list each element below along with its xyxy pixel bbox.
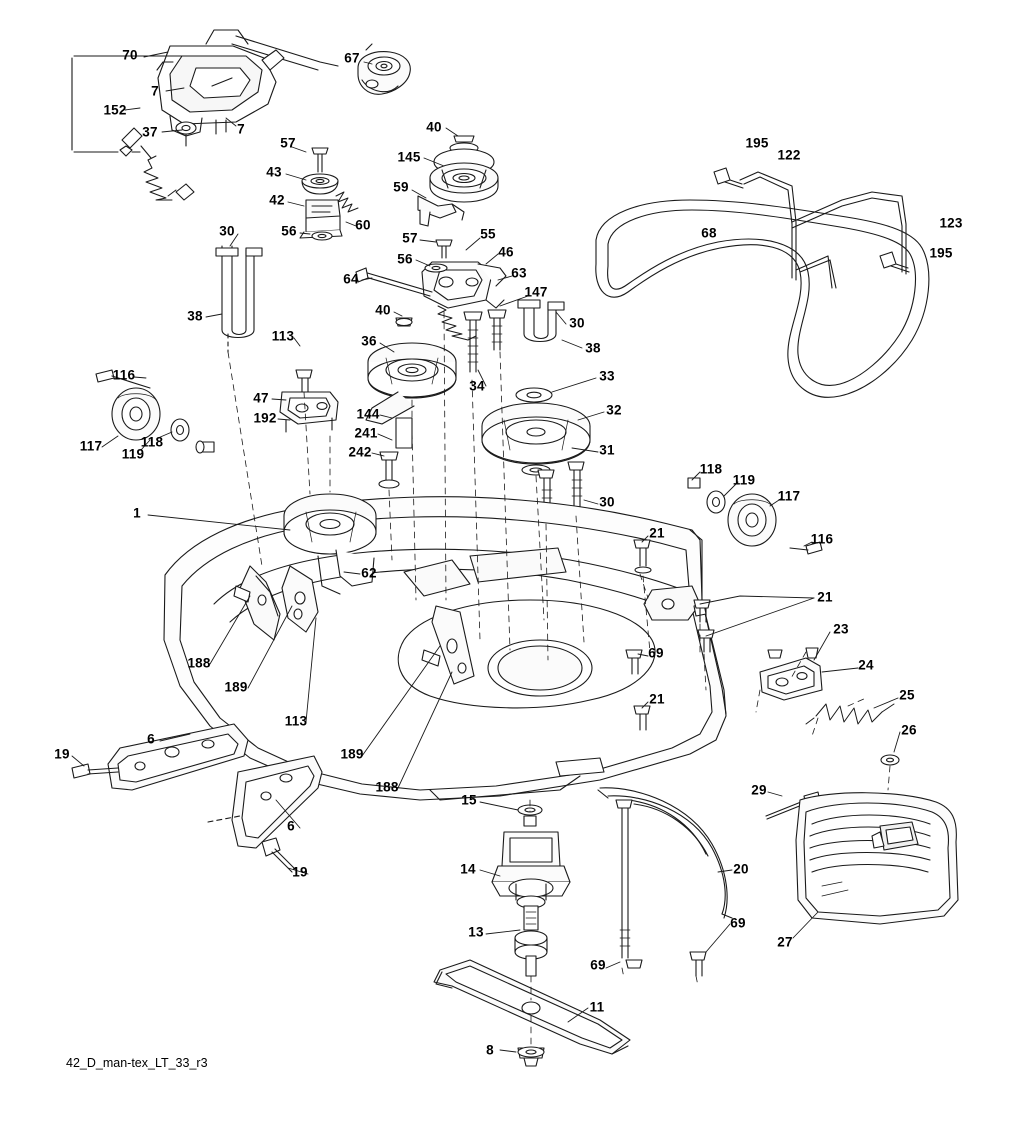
- callout-number: 19: [292, 864, 308, 880]
- callout-number: 38: [187, 308, 203, 324]
- callout-number: 70: [122, 47, 138, 63]
- callout-number: 20: [733, 861, 749, 877]
- callout-number: 1: [133, 505, 141, 521]
- callout-number: 25: [899, 687, 915, 703]
- callout-number: 69: [648, 645, 664, 661]
- bracket-47-192: [280, 370, 338, 432]
- hardware-stack-43-42: [300, 148, 358, 240]
- callout-number: 19: [54, 746, 70, 762]
- belt-68: [596, 200, 929, 397]
- callout-number: 144: [356, 406, 380, 422]
- callout-number: 60: [355, 217, 371, 233]
- bracket-59: [418, 196, 464, 226]
- callout-number: 23: [833, 621, 849, 637]
- callout-number: 24: [858, 657, 874, 673]
- callout-number: 21: [649, 525, 665, 541]
- callout-number: 8: [486, 1042, 494, 1058]
- callout-number: 7: [151, 83, 159, 99]
- bracket-23-24: [760, 648, 822, 700]
- callout-number: 30: [569, 315, 585, 331]
- callout-number: 116: [112, 367, 136, 383]
- callout-number: 40: [375, 302, 391, 318]
- pulley-145: [430, 136, 498, 202]
- callout-number: 118: [140, 434, 164, 450]
- gauge-wheel-right: [688, 478, 822, 554]
- callout-number: 117: [777, 488, 801, 504]
- callout-number: 152: [103, 102, 127, 118]
- callout-number: 37: [142, 124, 158, 140]
- callout-number: 192: [253, 410, 277, 426]
- callout-number: 147: [524, 284, 548, 300]
- callout-number: 122: [777, 147, 801, 163]
- bracket-144-241-242: [379, 418, 412, 488]
- callout-number: 15: [461, 792, 477, 808]
- callout-number: 55: [480, 226, 496, 242]
- callout-number: 56: [281, 223, 297, 239]
- callout-number: 6: [287, 818, 295, 834]
- u-bolt-left-30-38: [216, 246, 262, 352]
- callout-number: 123: [939, 215, 963, 231]
- callout-number: 40: [426, 119, 442, 135]
- callout-number: 113: [284, 713, 308, 729]
- callout-number: 30: [599, 494, 615, 510]
- callout-number: 69: [590, 957, 606, 973]
- callout-number: 118: [699, 461, 723, 477]
- callout-number: 195: [745, 135, 769, 151]
- washer-26: [881, 755, 899, 765]
- callout-number: 117: [79, 438, 103, 454]
- callout-number: 31: [599, 442, 615, 458]
- u-bolt-right-30-38: [518, 300, 564, 342]
- callout-number: 21: [649, 691, 665, 707]
- callout-number: 64: [343, 271, 359, 287]
- callout-number: 188: [375, 779, 399, 795]
- spindle-assembly: [492, 805, 570, 976]
- callout-number: 6: [147, 731, 155, 747]
- callout-number: 69: [730, 915, 746, 931]
- callout-number: 47: [253, 390, 269, 406]
- nut-8: [518, 1047, 544, 1066]
- bracket-6-lower: [208, 756, 322, 872]
- callout-number: 33: [599, 368, 615, 384]
- callout-number: 36: [361, 333, 377, 349]
- callout-number: 14: [460, 861, 476, 877]
- callout-number: 195: [929, 245, 953, 261]
- callout-number: 57: [402, 230, 418, 246]
- callout-number: 59: [393, 179, 409, 195]
- callout-number: 30: [219, 223, 235, 239]
- callout-number: 68: [701, 225, 717, 241]
- callout-number: 189: [340, 746, 364, 762]
- drawing-code-label: 42_D_man-tex_LT_33_r3: [66, 1056, 208, 1070]
- callout-number: 113: [271, 328, 295, 344]
- callout-number: 119: [732, 472, 756, 488]
- callout-number: 67: [344, 50, 360, 66]
- callout-number: 241: [354, 425, 378, 441]
- callout-number: 116: [810, 531, 834, 547]
- callout-number: 119: [121, 446, 145, 462]
- callout-number: 145: [397, 149, 421, 165]
- idler-arm-46-63: [356, 240, 506, 340]
- callout-number: 63: [511, 265, 527, 281]
- callout-number: 46: [498, 244, 514, 260]
- bolt-34: [464, 312, 482, 372]
- bolt-pair-113: [488, 310, 506, 350]
- callout-number: 57: [280, 135, 296, 151]
- callout-number: 29: [751, 782, 767, 798]
- callout-number: 189: [224, 679, 248, 695]
- idler-arm-67: [358, 44, 410, 94]
- callout-number: 11: [589, 999, 605, 1015]
- mulch-cover-27: [796, 793, 958, 924]
- callout-number: 242: [348, 444, 372, 460]
- callout-number: 34: [469, 378, 485, 394]
- callout-number: 62: [361, 565, 377, 581]
- callout-number: 21: [817, 589, 833, 605]
- callout-number: 27: [777, 934, 793, 950]
- callout-number: 26: [901, 722, 917, 738]
- callout-number: 38: [585, 340, 601, 356]
- callout-number: 13: [468, 924, 484, 940]
- callout-number: 188: [187, 655, 211, 671]
- callout-number: 43: [266, 164, 282, 180]
- callout-number: 42: [269, 192, 285, 208]
- callout-number: 32: [606, 402, 622, 418]
- callout-number: 7: [237, 121, 245, 137]
- bracket-6-upper: [72, 724, 248, 790]
- spring-25: [806, 704, 894, 724]
- callout-number: 56: [397, 251, 413, 267]
